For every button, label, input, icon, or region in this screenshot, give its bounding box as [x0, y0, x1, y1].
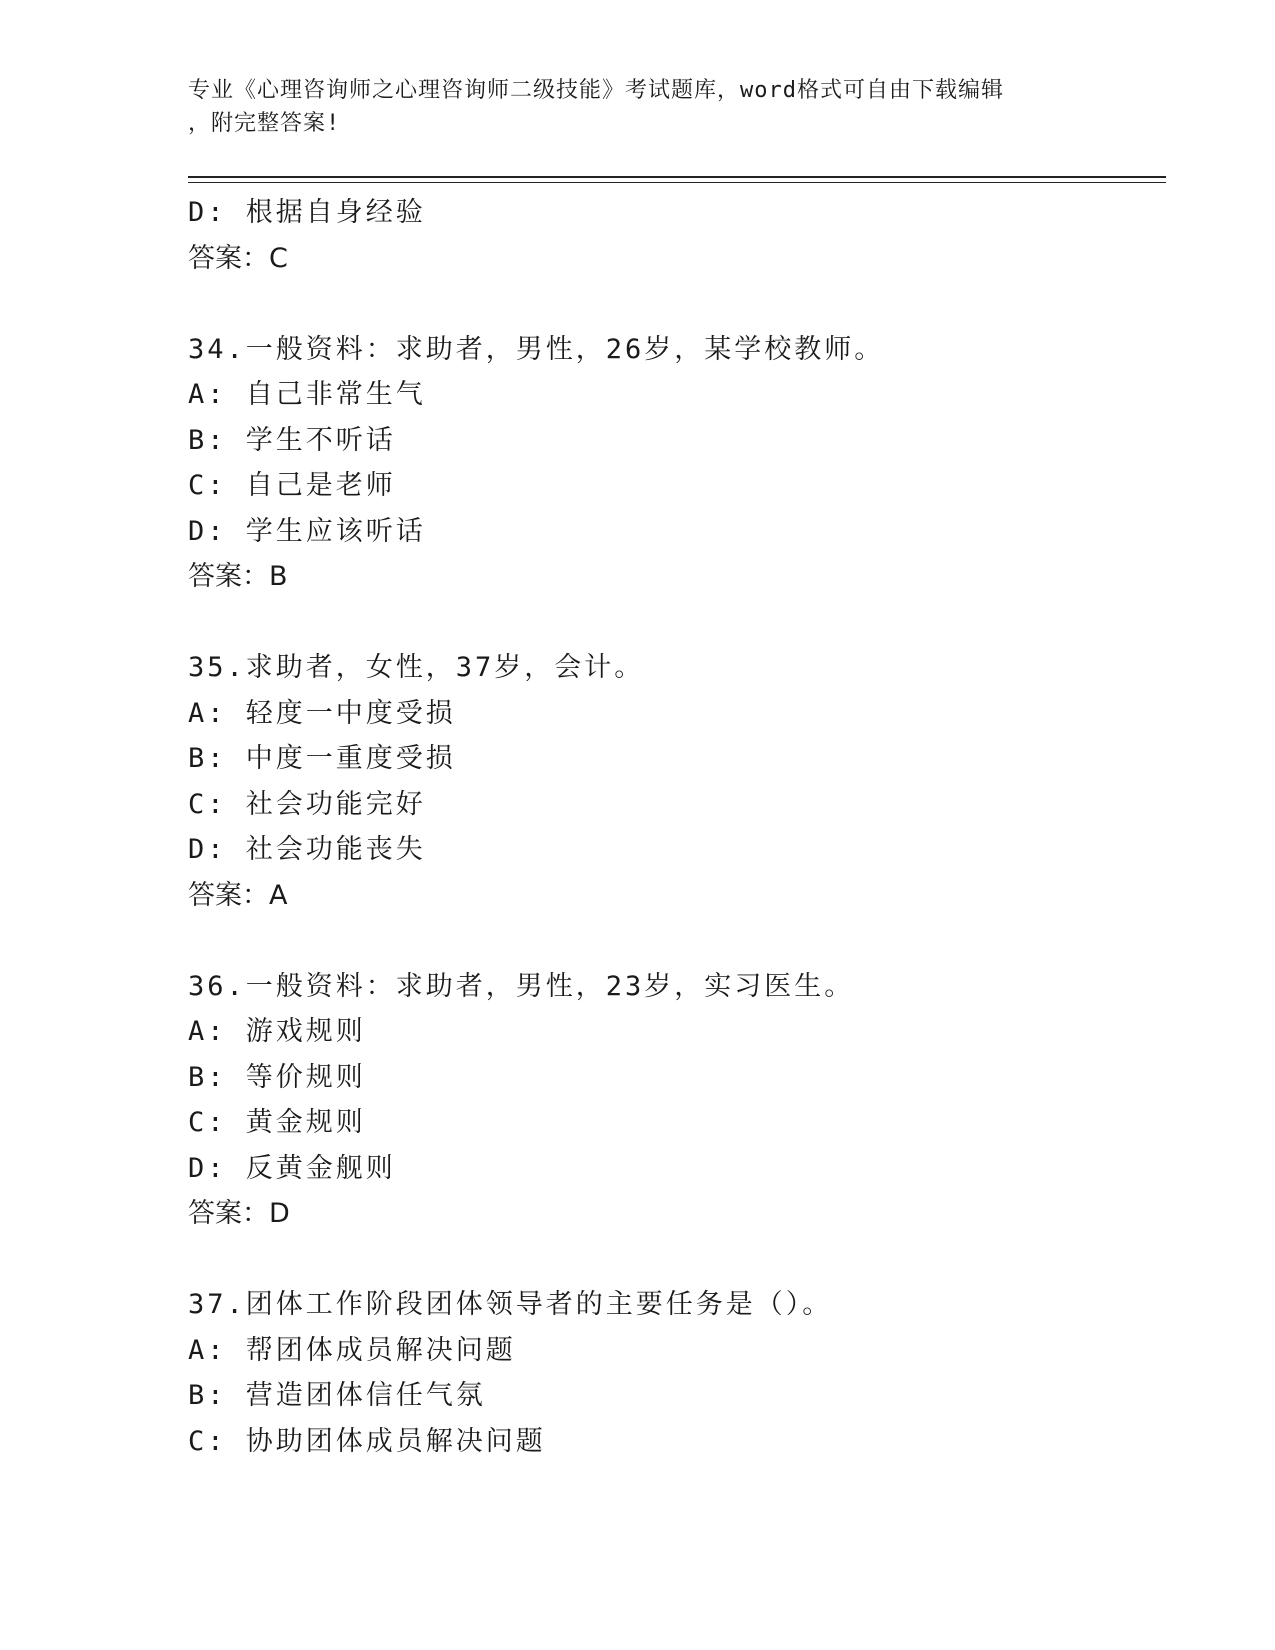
option-b: B: 等价规则 [188, 1061, 366, 1093]
option-b: B: 中度一重度受损 [188, 743, 456, 774]
option-b: B: 学生不听话 [188, 424, 396, 456]
question-list [188, 190, 1168, 1464]
option-c: C: 黄金规则 [188, 1107, 366, 1138]
option-a: A: 游戏规则 [188, 1016, 366, 1047]
question-36 [188, 964, 1168, 1237]
question-35 [188, 645, 1168, 918]
answer-line: 答案：D [188, 1198, 290, 1229]
answer-line: 答案：B [188, 561, 288, 592]
option-a: A: 帮团体成员解决问题 [188, 1334, 516, 1366]
question-37 [188, 1282, 1168, 1464]
question-stem: 35.求助者，女性，37岁，会计。 [188, 652, 645, 683]
answer-line: 答案：C [188, 242, 288, 274]
option-b: B: 营造团体信任气氛 [188, 1380, 486, 1411]
option-d: D: 反黄金舰则 [188, 1152, 396, 1184]
question-stem: 37.团体工作阶段团体领导者的主要任务是（）。 [188, 1289, 833, 1320]
document-header [188, 74, 1088, 140]
spacer [188, 600, 1168, 646]
header-title-line: 专业《心理咨询师之心理咨询师二级技能》考试题库，word格式可自由下载编辑 [188, 78, 1004, 103]
question-stem: 34.一般资料：求助者，男性，26岁，某学校教师。 [188, 333, 885, 365]
spacer [188, 918, 1168, 964]
option-a: A: 轻度一中度受损 [188, 697, 456, 729]
header-title-continuation: ，附完整答案! [188, 111, 341, 136]
option-c: C: 社会功能完好 [188, 788, 426, 820]
question-34 [188, 327, 1168, 600]
header-divider-thick [188, 176, 1166, 178]
answer-line: 答案：A [188, 879, 288, 911]
option-d: D: 社会功能丧失 [188, 834, 426, 865]
option-c: C: 协助团体成员解决问题 [188, 1425, 546, 1457]
spacer [188, 1237, 1168, 1283]
option-d: D: 根据自身经验 [188, 197, 426, 228]
option-a: A: 自己非常生气 [188, 379, 426, 410]
option-d: D: 学生应该听话 [188, 515, 426, 547]
header-divider-thin [188, 182, 1166, 183]
question-stem: 36.一般资料：求助者，男性，23岁，实习医生。 [188, 970, 855, 1002]
spacer [188, 281, 1168, 327]
option-c: C: 自己是老师 [188, 470, 396, 501]
